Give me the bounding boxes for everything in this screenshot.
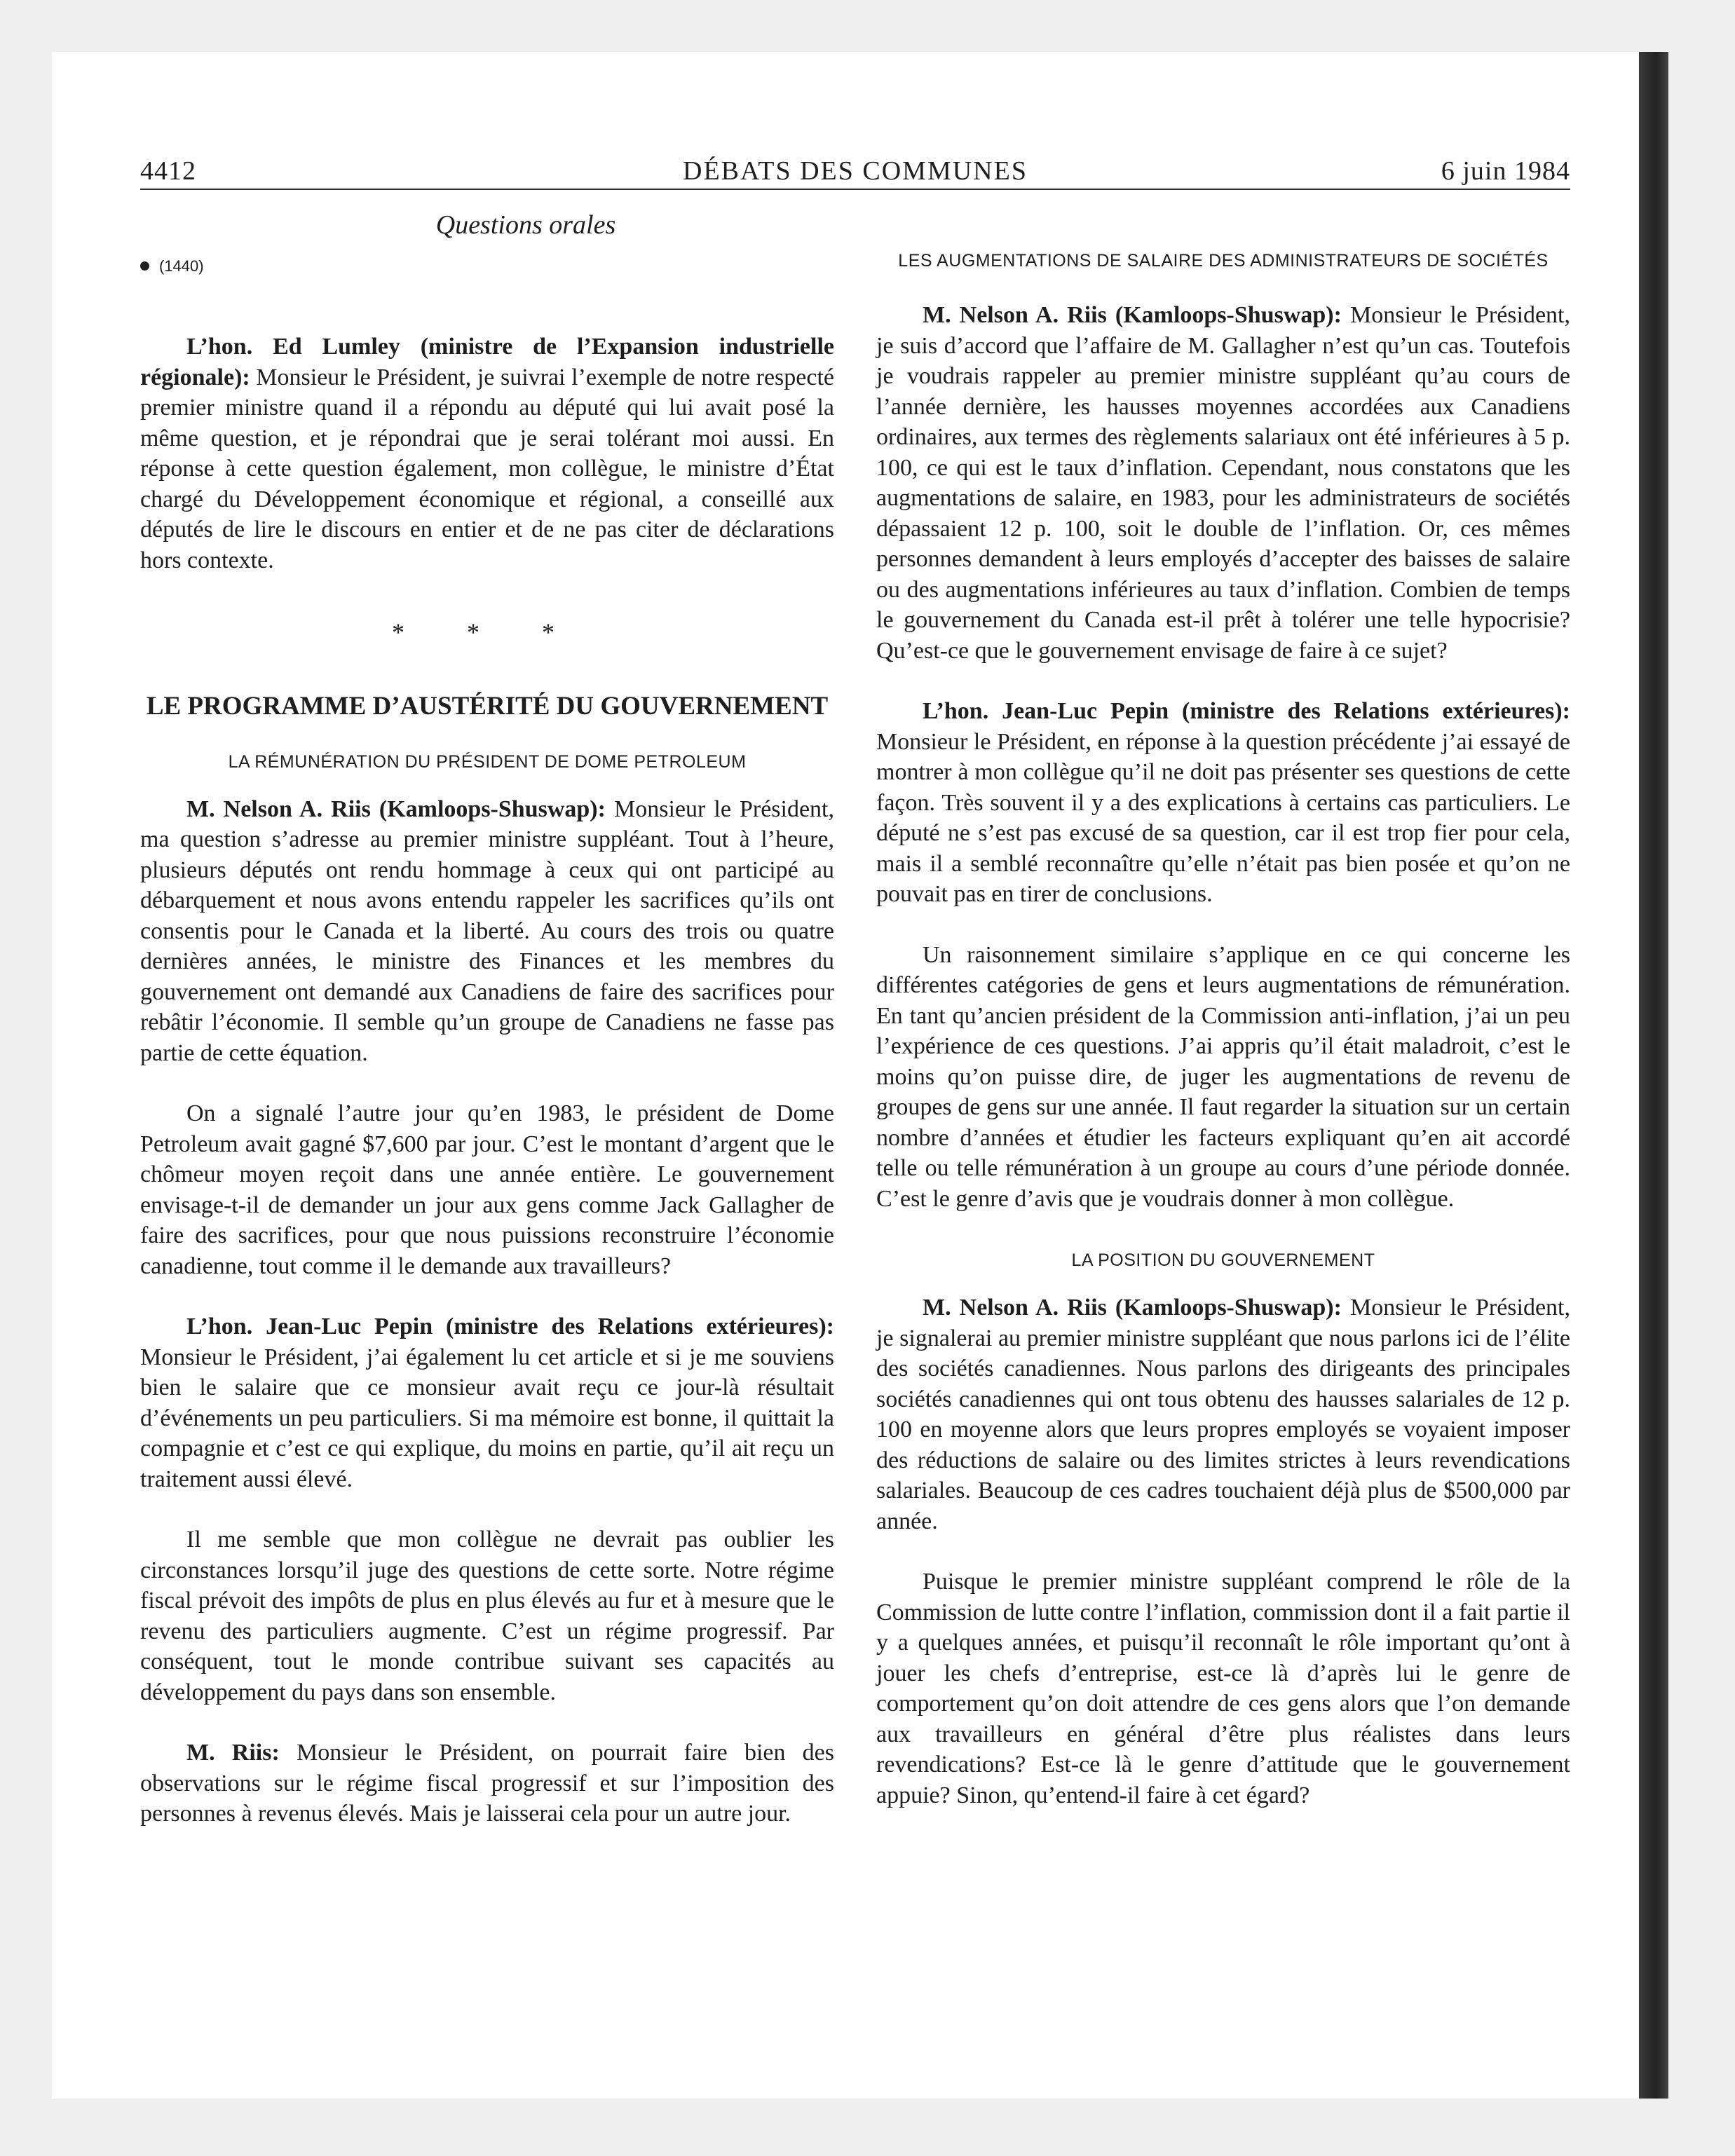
section-heading: LE PROGRAMME D’AUSTÉRITÉ DU GOUVERNEMENT xyxy=(146,691,829,721)
publication-title: DÉBATS DES COMMUNES xyxy=(683,156,1028,186)
header-rule xyxy=(140,189,1570,190)
speaker-name: M. Nelson A. Riis (Kamloops-Shuswap): xyxy=(186,796,606,822)
subsection-heading: LA POSITION DU GOUVERNEMENT xyxy=(1071,1250,1375,1270)
paragraph-text: Monsieur le Président, je suivrai l’exemple de notre respecté premier ministre quand il a répondu au député qui lui avait posé la même question, et je répondrai que je serai tolérant moi aussi. En réponse à cette question également, mon collègue, le ministre d’État chargé du Développement économique et régional, a conseillé aux députés de lire le discours en entier et de ne pas citer de déclarations hors contexte. xyxy=(140,364,834,573)
time-mark-label: (1440) xyxy=(159,257,204,275)
speaker-name: L’hon. Jean-Luc Pepin (ministre des Relations extérieures): xyxy=(186,1314,834,1339)
publication-date: 6 juin 1984 xyxy=(1441,156,1570,186)
paragraph-text: Monsieur le Président, je suis d’accord que l’affaire de M. Gallagher n’est qu’un cas. Toutefois je voudrais rappeler au premier ministre suppléant qu’au cours de l’année dernière, les hausses moyennes accordées aux Canadiens ordinaires, aux termes des règlements salariaux ont été inférieures à 5 p. 100, ce qui est le taux d’inflation. Cependant, nous constatons que les augmentations de salaire, en 1983, pour les administrateurs de sociétés dépassaient 12 p. 100, soit le double de l’inflation. Or, ces mêmes personnes demandent à leurs employés d’accepter des baisses de salaire ou des augmentations inférieures au taux d’inflation. Combien de temps le gouvernement du Canada est-il prêt à tolérer une telle hypocrisie? Qu’est-ce que le gouvernement envisage de faire à ce sujet? xyxy=(876,302,1570,664)
paragraph xyxy=(876,1292,1570,1536)
scan-edge-shadow xyxy=(1639,52,1668,2099)
section-separator: * * * xyxy=(392,618,583,646)
paragraph xyxy=(140,1738,834,1829)
paragraph-text: Monsieur le Président, en réponse à la question précédente j’ai essayé de montrer à mon collègue qu’il ne doit pas présenter ses questions de cette façon. Très souvent il y a des explications à certains cas particuliers. Le député ne s’est pas excusé de sa question, car il est trop fier pour cela, mais il a semblé reconnaître qu’elle n’était pas bien posée et qu’on ne pouvait pas en tirer de conclusions. xyxy=(876,728,1570,907)
bullet-icon xyxy=(140,261,149,271)
subsection-heading: LES AUGMENTATIONS DE SALAIRE DES ADMINISTRATEURS DE SOCIÉTÉS xyxy=(898,251,1549,271)
speaker-name: M. Riis: xyxy=(186,1740,280,1766)
paragraph xyxy=(876,300,1570,666)
speaker-name: L’hon. Ed Lumley (ministre de l’Expansion industrielle régionale): xyxy=(140,334,834,390)
paragraph: Il me semble que mon collègue ne devrait pas oublier les circonstances lorsqu’il juge des questions de cette sorte. Notre régime fiscal prévoit des impôts de plus en plus élevés au fur et à mesure que le revenu des particuliers augmente. C’est un régime progressif. Par conséquent, tout le monde contribue suivant ses capacités au développement du pays dans son ensemble. xyxy=(140,1527,834,1705)
speaker-name: M. Nelson A. Riis (Kamloops-Shuswap): xyxy=(923,302,1342,328)
paragraph xyxy=(140,1311,834,1494)
page-number: 4412 xyxy=(140,156,196,186)
paragraph xyxy=(140,332,834,575)
running-title: Questions orales xyxy=(435,210,616,240)
paragraph: On a signalé l’autre jour qu’en 1983, le président de Dome Petroleum avait gagné $7,600 par jour. C’est le montant d’argent que le chômeur moyen reçoit dans une année entière. Le gouvernement envisage-t-il de demander un jour aux gens comme Jack Gallagher de faire des sacrifices, pour que nous puissions reconstruire l’économie canadienne, tout comme il le demande aux travailleurs? xyxy=(140,1100,834,1279)
paragraph-text: Monsieur le Président, ma question s’adresse au premier ministre suppléant. Tout à l’heure, plusieurs députés ont rendu hommage à ceux qui ont participé au débarquement et nous avons entendu rappeler les sacrifices qu’ils ont consentis pour le Canada et la liberté. Au cours des trois ou quatre dernières années, le ministre des Finances et les membres du gouvernement ont demandé aux Canadiens de faire des sacrifices pour rebâtir l’économie. Il semble qu’un groupe de Canadiens ne fasse pas partie de cette équation. xyxy=(140,796,834,1066)
speaker-name: M. Nelson A. Riis (Kamloops-Shuswap): xyxy=(923,1295,1342,1321)
paragraph xyxy=(140,794,834,1069)
paragraph-text: Monsieur le Président, je signalerai au premier ministre suppléant que nous parlons ici de l’élite des sociétés canadiennes. Nous parlons des dirigeants des principales sociétés canadiennes qui ont tous obtenu des hausses salariales de 12 p. 100 en moyenne alors que leurs propres employés se voyaient imposer des réductions de salaire ou des limites strictes à leurs revendications salariales. Beaucoup de ces cadres touchaient déjà plus de $500,000 par année. xyxy=(876,1295,1570,1534)
paragraph: Puisque le premier ministre suppléant comprend le rôle de la Commission de lutte contre l’inflation, commission dont il a fait partie il y a quelques années, et puisqu’il reconnaît le rôle important qu’ont à jouer les chefs d’entreprise, est-ce là d’après lui le genre de comportement qu’on doit attendre de ces gens alors que l’on demande aux travailleurs en général d’être plus réalistes dans leurs revendications? Est-ce là le genre d’attitude que le gouvernement appuie? Sinon, qu’entend-il faire à cet égard? xyxy=(876,1569,1570,1808)
right-column xyxy=(876,210,1570,1810)
paragraph-text: Monsieur le Président, on pourrait faire bien des observations sur le régime fiscal progressif et sur l’imposition des personnes à revenus élevés. Mais je laisserai cela pour un autre jour. xyxy=(140,1740,835,1827)
time-mark xyxy=(140,251,834,282)
subsection-heading: LA RÉMUNÉRATION DU PRÉSIDENT DE DOME PETROLEUM xyxy=(228,751,747,772)
speaker-name: L’hon. Jean-Luc Pepin (ministre des Relations extérieures): xyxy=(923,698,1570,724)
paragraph: Un raisonnement similaire s’applique en ce qui concerne les différentes catégories de gens et leurs augmentations de rémunération. En tant qu’ancien président de la Commission anti-inflation, j’ai un peu l’expérience de ces questions. J’ai appris qu’il était maladroit, c’est le moins qu’on puisse dire, de juger les augmentations de revenu de groupes de gens sur une année. Il faut regarder la situation sur un certain nombre d’années et étudier les facteurs expliquant qu’en ait accordé telle ou telle rémunération à un groupe au cours d’une période donnée. C’est le genre d’avis que je voudrais donner à mon collègue. xyxy=(876,941,1570,1212)
paragraph xyxy=(876,696,1570,910)
left-column xyxy=(140,210,834,1829)
paragraph-text: Monsieur le Président, j’ai également lu cet article et si je me souviens bien le salaire que ce monsieur avait reçu ce jour-là résultait d’événements un peu particuliers. Si ma mémoire est bonne, il quittait la compagnie et c’est ce qui explique, du moins en partie, qu’il ait reçu un traitement aussi élevé. xyxy=(140,1344,834,1492)
